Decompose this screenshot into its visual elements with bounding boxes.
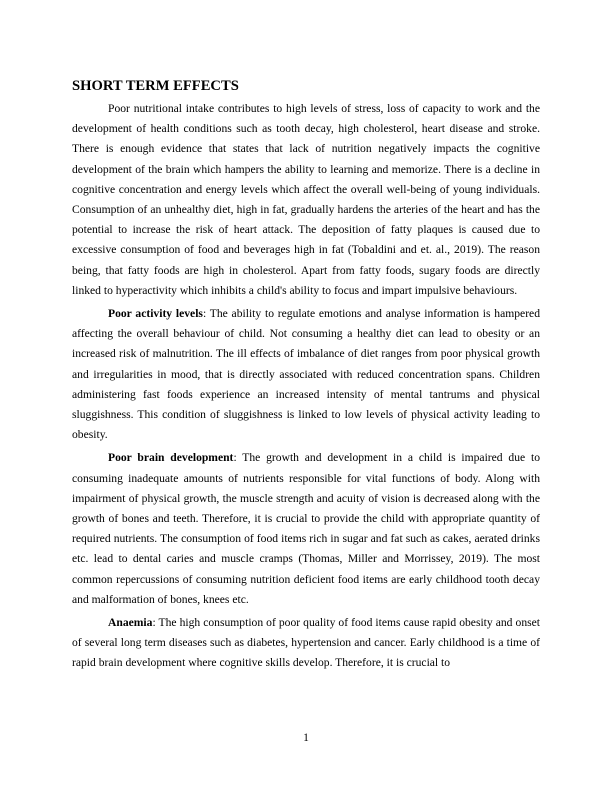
paragraph-lead-colon: : (233, 451, 237, 465)
paragraph-lead-term: Poor activity levels (108, 307, 203, 321)
paragraph-text: The growth and development in a child is impaired due to consuming inadequate amounts of nutrients responsible for vital functions of body. Along with impairment of physical growth, the muscle strength and acuity of vision is decreased along with the growth of bones and teeth. Therefore, it is crucial to provide the child with appropriate quantity of required nutrients. The consumption of food items rich in sugar and fat such as cakes, aerated drinks etc. lead to dental caries and muscle cramps (Thomas, Miller and Morrissey, 2019). The most common repercussions of consuming nutrition deficient food items are early childhood tooth decay and malformation of bones, knees etc. (72, 451, 540, 606)
paragraph-lead-colon: : (202, 307, 207, 321)
paragraph-lead-term: Poor brain development (108, 451, 234, 465)
page-number: 1 (303, 731, 309, 744)
section-heading: SHORT TERM EFFECTS (72, 78, 239, 94)
paragraph-text: The high consumption of poor quality of food items cause rapid obesity and onset of several long term diseases such as diabetes, hypertension and cancer. Early childhood is a time of rapid brain development where cognitive skills develop. Therefore, it is crucial to (72, 616, 540, 670)
paragraph-anaemia (72, 613, 540, 674)
paragraph-text: The ability to regulate emotions and analyse information is hampered affecting the overall behaviour of child. Not consuming a healthy diet can lead to obesity or an increased risk of malnutrition. The ill effects of imbalance of diet ranges from poor physical growth and irregularities in mood, that is directly associated with reduced concentration spans. Children administering fast foods experience an increased intensity of mental tantrums and physical sluggishness. This condition of sluggishness is linked to low levels of physical activity leading to obesity. (72, 307, 541, 442)
paragraph-text: Poor nutritional intake contributes to high levels of stress, loss of capacity to work and the development of health conditions such as tooth decay, high cholesterol, heart disease and stroke. There is enough evidence that states that lack of nutrition negatively impacts the cognitive development of the brain which hampers the ability to learning and memorize. There is a decline in cognitive concentration and energy levels which affect the overall well-being of young individuals. Consumption of an unhealthy diet, high in fat, gradually hardens the arteries of the heart and has the potential to increase the risk of heart attack. The deposition of fatty plaques is caused due to excessive consumption of food and beverages high in fat (Tobaldini and et. al., 2019). The reason being, that fatty foods are high in cholesterol. Apart from fatty foods, sugary foods are directly linked to hyperactivity which inhibits a child's ability to focus and impart impulsive behaviours. (72, 102, 540, 297)
document-page (72, 78, 540, 677)
paragraph-poor-brain-development (72, 448, 540, 610)
paragraph-short-term-effects (72, 99, 540, 301)
paragraph-poor-activity-levels (72, 304, 540, 445)
paragraph-lead-colon: : (152, 616, 156, 630)
paragraph-lead-term: Anaemia (108, 616, 153, 630)
